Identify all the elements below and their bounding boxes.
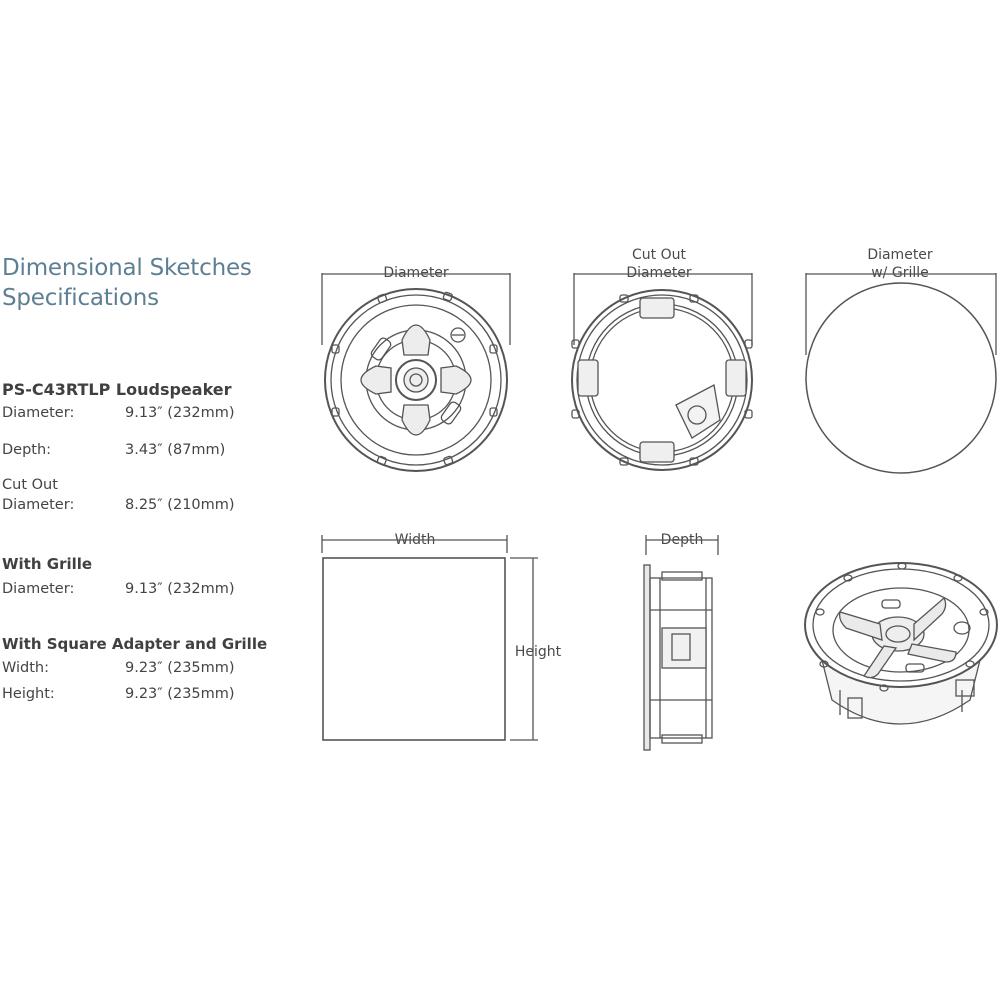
- spec-grille-diameter-value: 9.13″ (232mm): [125, 581, 235, 597]
- side-depth-label: Depth: [656, 532, 708, 548]
- grille-circle: [806, 283, 996, 473]
- front-diameter-label: Diameter: [366, 265, 466, 281]
- front-speaker-view: [325, 289, 507, 471]
- grille-label-line2: w/ Grille: [850, 265, 950, 281]
- spec-square-width-value: 9.23″ (235mm): [125, 660, 235, 676]
- side-depth-view: [644, 535, 718, 750]
- section-title-specifications: Specifications: [2, 285, 159, 311]
- spec-grille-heading: With Grille: [2, 555, 93, 573]
- grille-label-line1: Diameter: [867, 247, 933, 263]
- square-height-label: Height: [508, 644, 568, 660]
- spec-diameter-label: Diameter:: [2, 405, 75, 421]
- spec-diameter-value: 9.13″ (232mm): [125, 405, 235, 421]
- spec-square-width-label: Width:: [2, 660, 50, 676]
- spec-cutout-label-1: Cut Out: [2, 477, 58, 493]
- model-name: PS-C43RTLP Loudspeaker: [2, 380, 232, 399]
- cutout-label-line2: Diameter: [609, 265, 709, 281]
- square-adapter-view: [322, 535, 538, 740]
- spec-depth-value: 3.43″ (87mm): [125, 442, 226, 458]
- spec-cutout-label-2: Diameter:: [2, 497, 75, 513]
- spec-square-height-value: 9.23″ (235mm): [125, 686, 235, 702]
- spec-cutout-value: 8.25″ (210mm): [125, 497, 235, 513]
- spec-square-height-label: Height:: [2, 686, 55, 702]
- spec-grille-diameter-label: Diameter:: [2, 581, 75, 597]
- cutout-label-line1: Cut Out: [632, 247, 686, 263]
- perspective-speaker-view: [805, 563, 997, 724]
- spec-depth-label: Depth:: [2, 442, 52, 458]
- grille-dimension-line: [806, 273, 996, 355]
- spec-square-heading: With Square Adapter and Grille: [2, 635, 268, 653]
- cutout-frame-view: [572, 290, 752, 470]
- section-title-sketches: Dimensional Sketches: [2, 255, 252, 281]
- square-width-label: Width: [385, 532, 445, 548]
